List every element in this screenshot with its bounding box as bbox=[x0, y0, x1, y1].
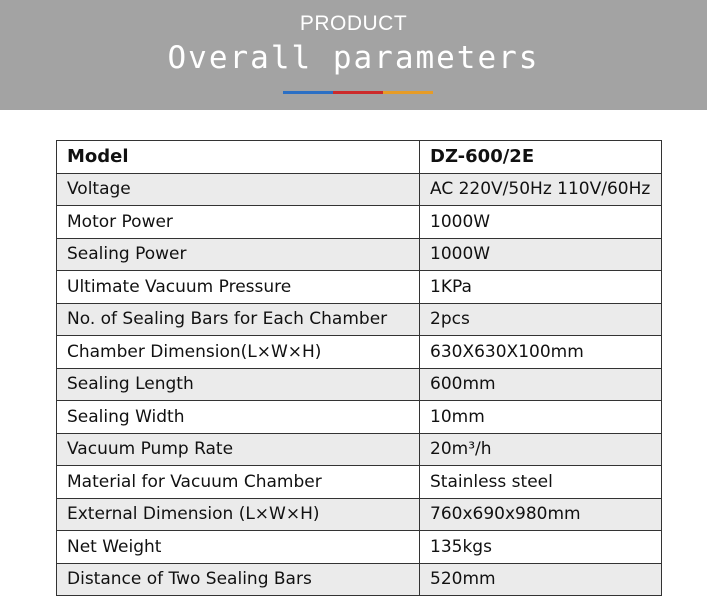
row-value: 760x690x980mm bbox=[420, 498, 662, 531]
table-row bbox=[57, 368, 662, 401]
row-value: 630X630X100mm bbox=[420, 336, 662, 369]
row-value: Stainless steel bbox=[420, 466, 662, 499]
table-row bbox=[57, 531, 662, 564]
header-banner bbox=[0, 0, 707, 110]
row-value: 20m³/h bbox=[420, 433, 662, 466]
row-label: Material for Vacuum Chamber bbox=[57, 466, 420, 499]
row-label: Distance of Two Sealing Bars bbox=[57, 563, 420, 596]
table-row bbox=[57, 498, 662, 531]
model-label: Model bbox=[57, 141, 420, 174]
row-value: 2pcs bbox=[420, 303, 662, 336]
table-row bbox=[57, 173, 662, 206]
table-row bbox=[57, 466, 662, 499]
row-value: AC 220V/50Hz 110V/60Hz bbox=[420, 173, 662, 206]
table-row bbox=[57, 238, 662, 271]
row-label: Sealing Width bbox=[57, 401, 420, 434]
row-label: Voltage bbox=[57, 173, 420, 206]
row-label: Net Weight bbox=[57, 531, 420, 564]
row-value: 520mm bbox=[420, 563, 662, 596]
table-header-row bbox=[57, 141, 662, 174]
table-row bbox=[57, 433, 662, 466]
color-stripe bbox=[283, 91, 433, 94]
table-row bbox=[57, 271, 662, 304]
stripe-red bbox=[333, 91, 383, 94]
banner-subtitle: PRODUCT bbox=[299, 12, 408, 35]
model-value: DZ-600/2E bbox=[420, 141, 662, 174]
row-label: Chamber Dimension(L×W×H) bbox=[57, 336, 420, 369]
row-label: Vacuum Pump Rate bbox=[57, 433, 420, 466]
row-value: 10mm bbox=[420, 401, 662, 434]
table-row bbox=[57, 336, 662, 369]
banner-title: Overall parameters bbox=[167, 40, 540, 76]
table-row bbox=[57, 401, 662, 434]
row-label: Sealing Power bbox=[57, 238, 420, 271]
row-label: Sealing Length bbox=[57, 368, 420, 401]
row-label: No. of Sealing Bars for Each Chamber bbox=[57, 303, 420, 336]
stripe-orange bbox=[383, 91, 433, 94]
table-row bbox=[57, 563, 662, 596]
row-value: 135kgs bbox=[420, 531, 662, 564]
stripe-blue bbox=[283, 91, 333, 94]
table-row bbox=[57, 303, 662, 336]
row-value: 600mm bbox=[420, 368, 662, 401]
row-label: Motor Power bbox=[57, 206, 420, 239]
table-row bbox=[57, 206, 662, 239]
row-value: 1KPa bbox=[420, 271, 662, 304]
row-label: Ultimate Vacuum Pressure bbox=[57, 271, 420, 304]
row-value: 1000W bbox=[420, 238, 662, 271]
row-value: 1000W bbox=[420, 206, 662, 239]
row-label: External Dimension (L×W×H) bbox=[57, 498, 420, 531]
parameters-table bbox=[56, 140, 662, 596]
